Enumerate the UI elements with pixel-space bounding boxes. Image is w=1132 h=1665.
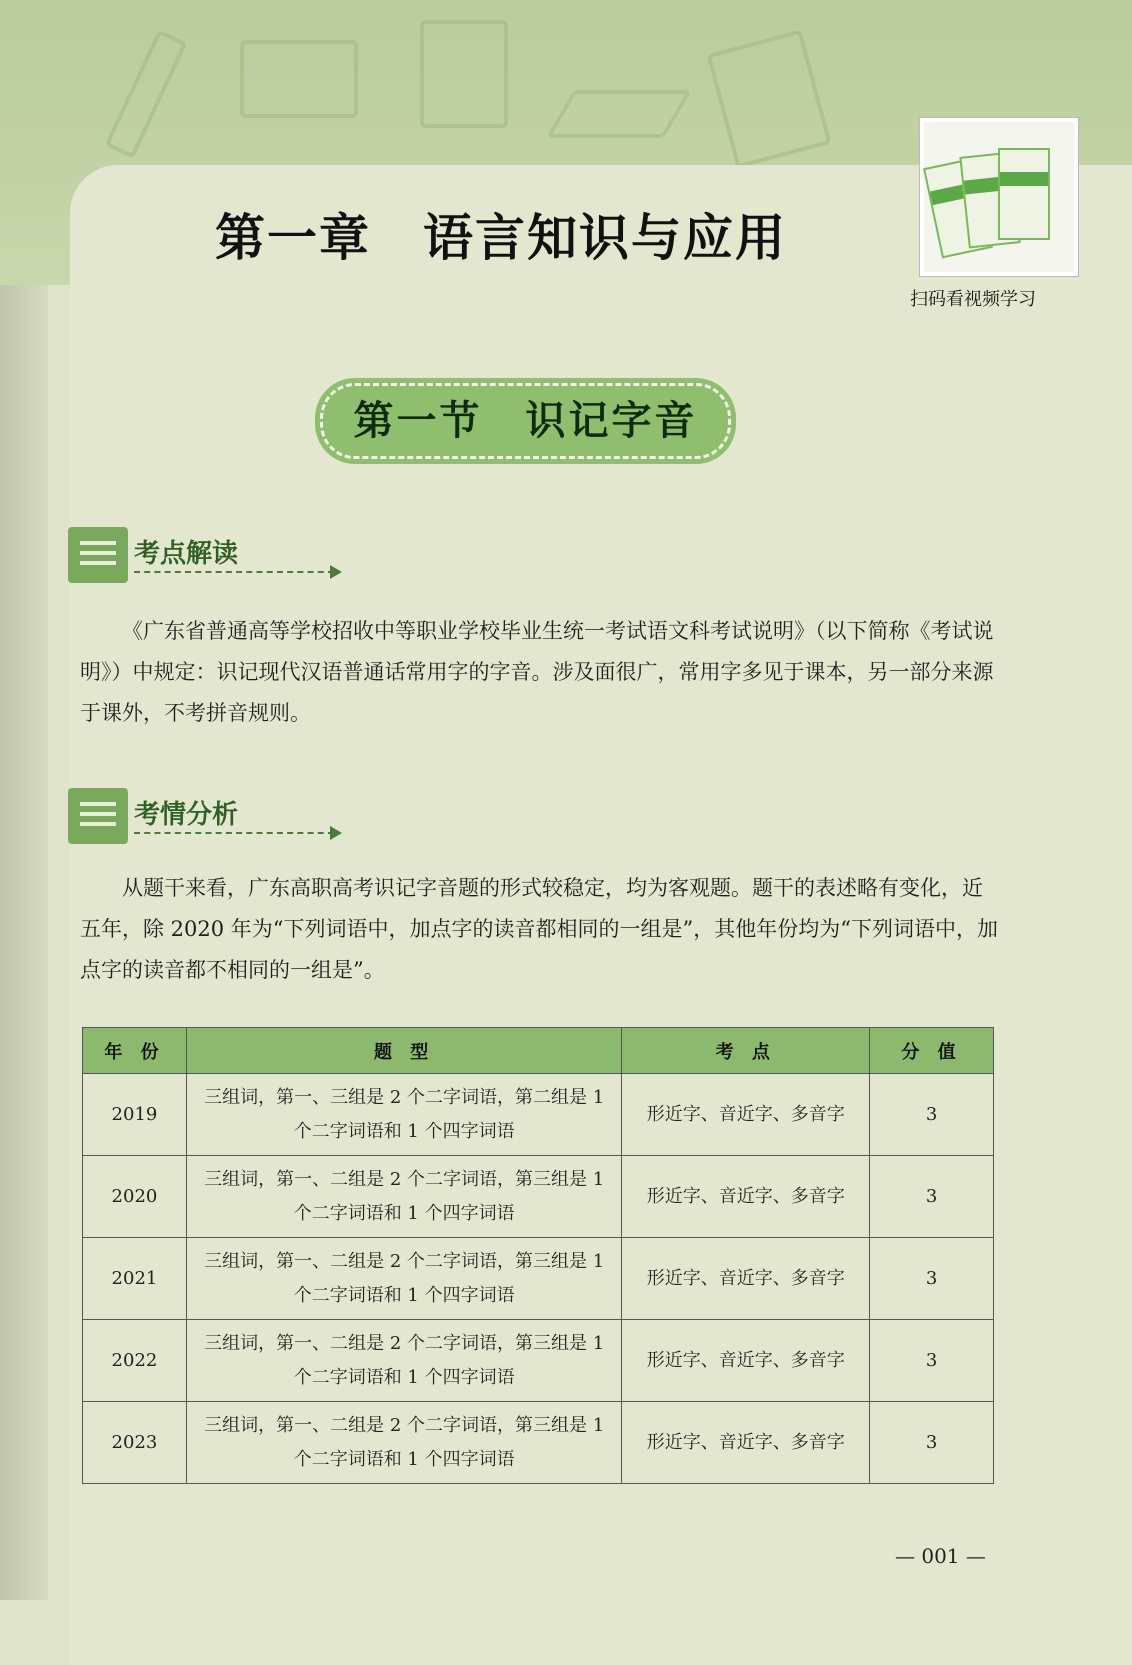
column-header-point: 考 点 — [622, 1028, 870, 1074]
page-number: — 001 — — [895, 1544, 986, 1568]
dashed-arrow-line — [134, 832, 334, 834]
qr-caption: 扫码看视频学习 — [910, 289, 1036, 310]
decor-notebook-icon — [420, 20, 508, 128]
cell-score: 3 — [870, 1320, 994, 1402]
decor-paper-icon — [706, 29, 831, 168]
table-row — [83, 1402, 994, 1484]
exam-interpretation-paragraph: 《广东省普通高等学校招收中等职业学校毕业生统一考试语文科考试说明》（以下简称《考试说明》）中规定：识记现代汉语普通话常用字的字音。涉及面很广，常用字多见于课本，另一部分来源于课外，不考拼音规则。 — [80, 619, 994, 725]
heading-exam-analysis — [68, 788, 358, 844]
cell-score: 3 — [870, 1074, 994, 1156]
books-icon — [68, 788, 128, 844]
cell-score: 3 — [870, 1402, 994, 1484]
cell-year: 2019 — [83, 1074, 187, 1156]
section-title: 第一节 识记字音 — [320, 383, 731, 459]
dashed-arrow-line — [134, 571, 334, 573]
table-row — [83, 1238, 994, 1320]
cell-point: 形近字、音近字、多音字 — [622, 1320, 870, 1402]
cell-type: 三组词，第一、二组是 2 个二字词语，第三组是 1 个二字词语和 1 个四字词语 — [186, 1320, 621, 1402]
arrow-icon — [330, 826, 342, 840]
decor-book-icon — [240, 40, 358, 118]
cell-year: 2021 — [83, 1238, 187, 1320]
chapter-title: 第一章 语言知识与应用 — [215, 209, 787, 267]
table-row — [83, 1074, 994, 1156]
notebook-icon — [68, 527, 128, 583]
decor-pencil-icon — [104, 29, 187, 159]
cell-point: 形近字、音近字、多音字 — [622, 1238, 870, 1320]
book-cover-image — [998, 148, 1050, 240]
cell-type: 三组词，第一、二组是 2 个二字词语，第三组是 1 个二字词语和 1 个四字词语 — [186, 1156, 621, 1238]
decor-graduation-cap-icon — [546, 90, 692, 138]
cell-type: 三组词，第一、三组是 2 个二字词语，第二组是 1 个二字词语和 1 个四字词语 — [186, 1074, 621, 1156]
column-header-year: 年 份 — [83, 1028, 187, 1074]
cell-score: 3 — [870, 1238, 994, 1320]
table-row — [83, 1156, 994, 1238]
cell-type: 三组词，第一、二组是 2 个二字词语，第三组是 1 个二字词语和 1 个四字词语 — [186, 1238, 621, 1320]
cell-point: 形近字、音近字、多音字 — [622, 1074, 870, 1156]
qr-code-image[interactable] — [920, 118, 1078, 276]
cell-point: 形近字、音近字、多音字 — [622, 1156, 870, 1238]
heading-label: 考点解读 — [134, 539, 239, 569]
cell-type: 三组词，第一、二组是 2 个二字词语，第三组是 1 个二字词语和 1 个四字词语 — [186, 1402, 621, 1484]
heading-label: 考情分析 — [134, 800, 239, 830]
table-row — [83, 1320, 994, 1402]
cell-point: 形近字、音近字、多音字 — [622, 1402, 870, 1484]
cell-year: 2023 — [83, 1402, 187, 1484]
column-header-score: 分 值 — [870, 1028, 994, 1074]
column-header-type: 题 型 — [186, 1028, 621, 1074]
arrow-icon — [330, 565, 342, 579]
table-header-row — [83, 1028, 994, 1074]
exam-analysis-paragraph: 从题干来看，广东高职高考识记字音题的形式较稳定，均为客观题。题干的表述略有变化，近五年，除 2020 年为“下列词语中，加点字的读音都相同的一组是”，其他年份均为“下列词语中，加点字的读音都不相同的一组是”。 — [80, 876, 998, 982]
cell-year: 2020 — [83, 1156, 187, 1238]
heading-exam-interpretation — [68, 527, 358, 583]
cell-year: 2022 — [83, 1320, 187, 1402]
exam-table — [82, 1027, 994, 1484]
cell-score: 3 — [870, 1156, 994, 1238]
